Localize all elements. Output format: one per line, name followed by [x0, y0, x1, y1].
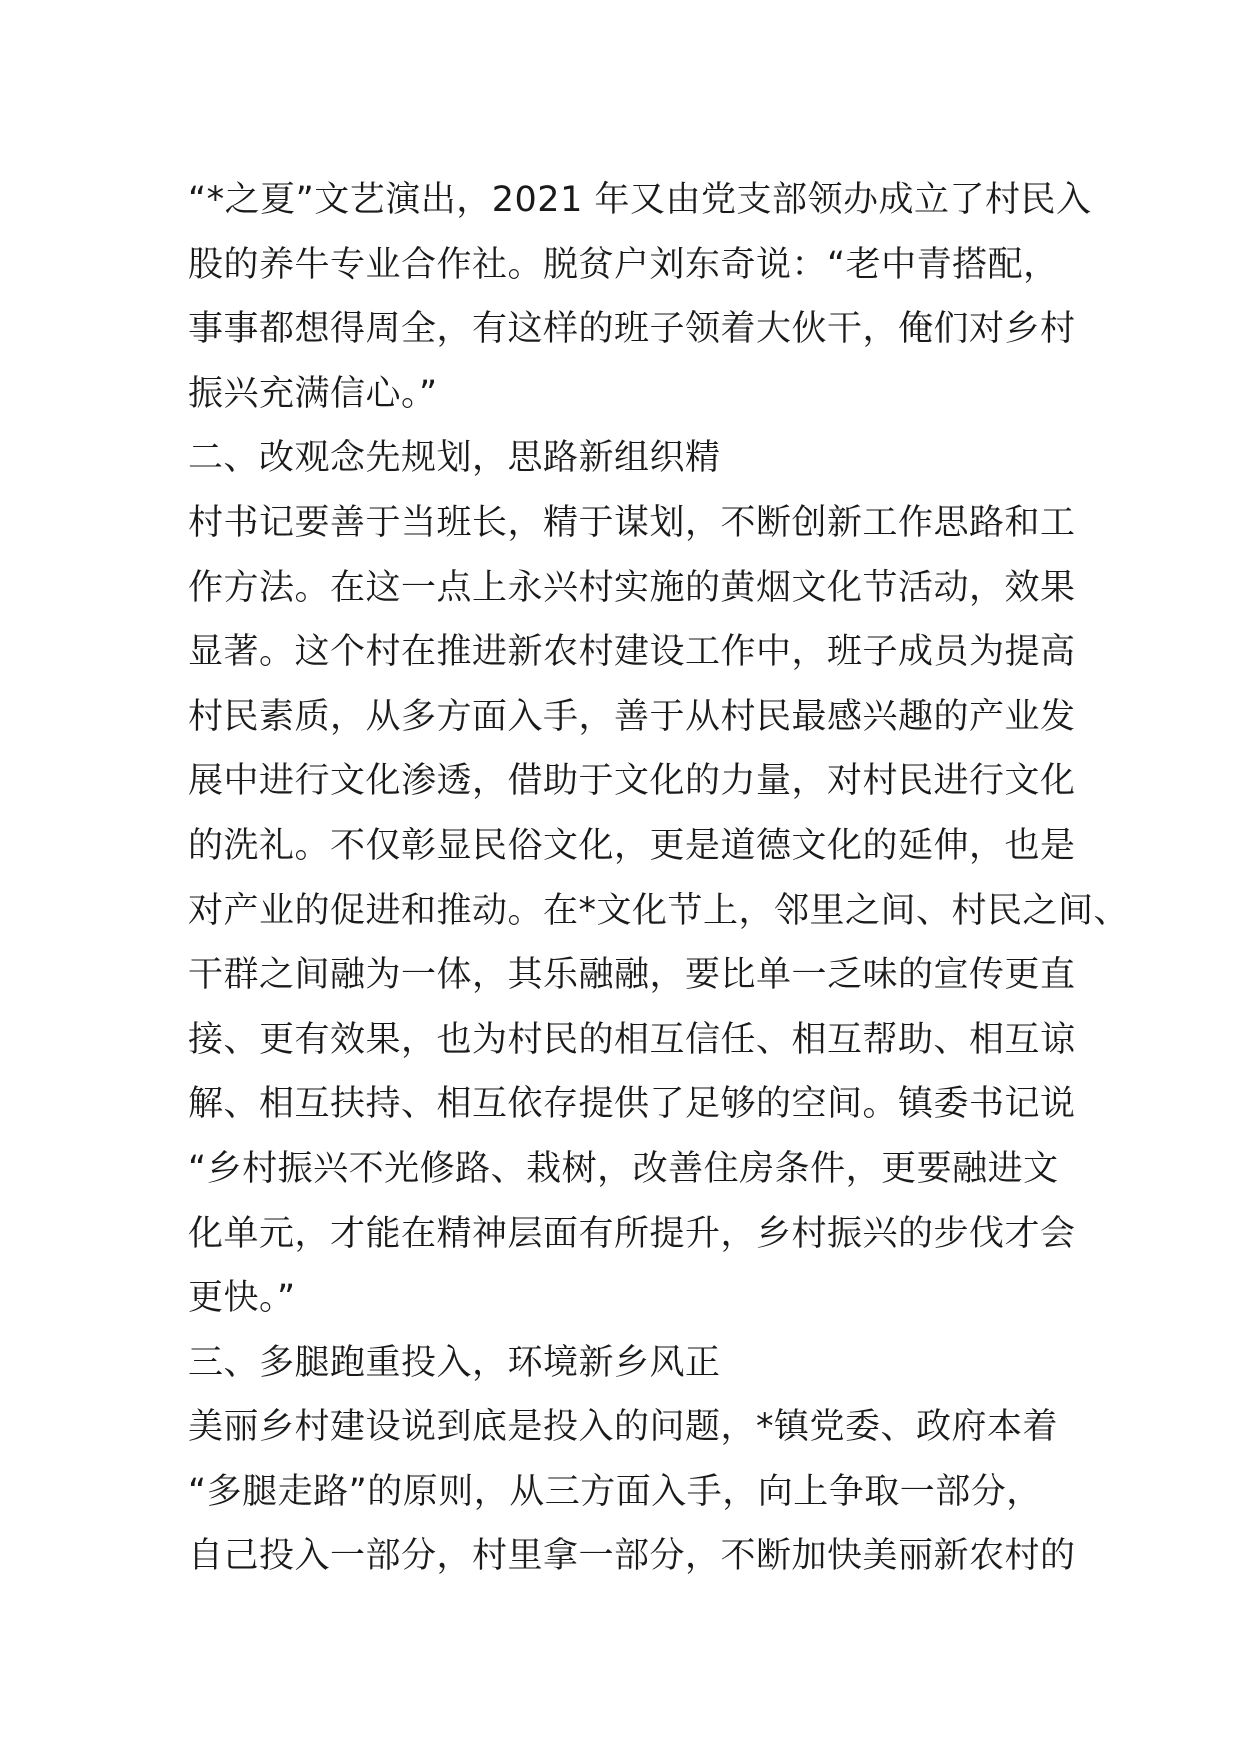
text-line: 解、相互扶持、相互依存提供了足够的空间。镇委书记说 [188, 1084, 1076, 1125]
text-line: 显著。这个村在推进新农村建设工作中，班子成员为提高 [188, 632, 1076, 673]
text-line: 更快。” [188, 1278, 296, 1319]
section-heading: 三、多腿跑重投入，环境新乡风正 [188, 1342, 721, 1383]
text-line: 振兴充满信心。” [188, 373, 438, 414]
text-line: 村书记要善于当班长，精于谋划，不断创新工作思路和工 [188, 502, 1076, 543]
text-line: 自己投入一部分，村里拿一部分，不断加快美丽新农村的 [188, 1536, 1076, 1577]
text-line: 村民素质，从多方面入手，善于从村民最感兴趣的产业发 [188, 696, 1076, 737]
text-line: “多腿走路”的原则，从三方面入手，向上争取一部分， [188, 1471, 1042, 1512]
text-line: “乡村振兴不光修路、栽树，改善住房条件，更要融进文 [188, 1148, 1059, 1189]
text-line: 的洗礼。不仅彰显民俗文化，更是道德文化的延伸，也是 [188, 825, 1076, 866]
text-line: 美丽乡村建设说到底是投入的问题，*镇党委、政府本着 [188, 1407, 1059, 1448]
section-heading: 二、改观念先规划，思路新组织精 [188, 438, 721, 479]
text-line: “*之夏”文艺演出，2021 年又由党支部领办成立了村民入 [188, 180, 1092, 220]
text-line: 展中进行文化渗透，借助于文化的力量，对村民进行文化 [188, 761, 1076, 802]
text-line: 股的养牛专业合作社。脱贫户刘东奇说：“老中青搭配， [188, 244, 1059, 285]
text-line: 干群之间融为一体，其乐融融，要比单一乏味的宣传更直 [188, 955, 1076, 996]
body-text [188, 168, 1130, 1589]
text-line: 接、更有效果，也为村民的相互信任、相互帮助、相互谅 [188, 1019, 1076, 1060]
text-line: 化单元，才能在精神层面有所提升，乡村振兴的步伐才会 [188, 1213, 1076, 1254]
text-line: 对产业的促进和推动。在*文化节上，邻里之间、村民之间、 [188, 890, 1130, 931]
text-line: 事事都想得周全，有这样的班子领着大伙干，俺们对乡村 [188, 309, 1076, 350]
text-line: 作方法。在这一点上永兴村实施的黄烟文化节活动，效果 [188, 567, 1076, 608]
